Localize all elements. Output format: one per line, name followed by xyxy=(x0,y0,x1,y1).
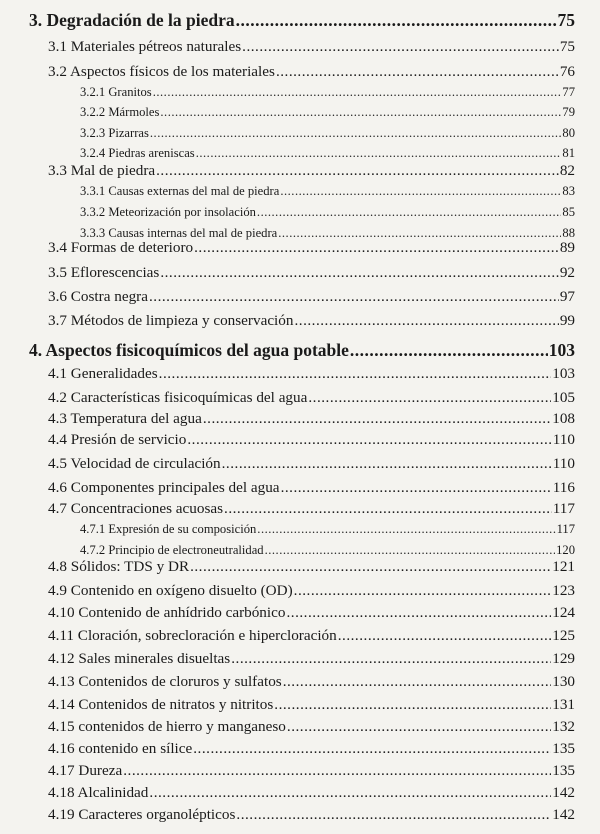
toc-page-number: 129 xyxy=(552,650,575,667)
toc-page-number: 76 xyxy=(559,63,575,80)
toc-entry xyxy=(48,718,575,736)
toc-entry xyxy=(48,455,575,473)
toc-entry xyxy=(48,389,575,407)
toc-dot-leader xyxy=(294,312,558,330)
toc-page-number: 108 xyxy=(552,410,575,427)
toc-page-number: 116 xyxy=(552,479,575,496)
toc-page-number: 80 xyxy=(562,126,575,140)
toc-entry xyxy=(48,312,575,330)
toc-entry xyxy=(48,239,575,257)
toc-page-number: 132 xyxy=(552,718,575,735)
toc-entry-title: 4.2 Características fisicoquímicas del agua xyxy=(48,389,308,406)
toc-page-number: 142 xyxy=(552,806,575,823)
toc-dot-leader xyxy=(149,784,551,802)
toc-page-number: 120 xyxy=(556,543,575,557)
toc-dot-leader xyxy=(287,718,551,736)
toc-entry-title: 4.13 Contenidos de cloruros y sulfatos xyxy=(48,673,282,690)
toc-dot-leader xyxy=(274,696,551,714)
toc-entry-title: 3.7 Métodos de limpieza y conservación xyxy=(48,312,294,329)
toc-page-number: 82 xyxy=(559,162,575,179)
toc-entry-title: 3. Degradación de la piedra xyxy=(29,10,235,30)
toc-dot-leader xyxy=(308,389,551,407)
toc-page-number: 125 xyxy=(552,627,575,644)
toc-dot-leader xyxy=(236,806,551,824)
toc-page-number: 121 xyxy=(552,558,575,575)
toc-entry xyxy=(80,85,575,100)
toc-dot-leader xyxy=(242,38,559,56)
toc-dot-leader xyxy=(190,558,551,576)
toc-entry xyxy=(48,500,575,518)
toc-dot-leader xyxy=(276,63,559,81)
toc-entry xyxy=(48,162,575,180)
toc-page-number: 105 xyxy=(552,389,575,406)
toc-dot-leader xyxy=(294,582,552,600)
toc-entry xyxy=(48,431,575,449)
toc-page-number: 103 xyxy=(548,340,575,360)
toc-dot-leader xyxy=(187,431,551,449)
toc-entry-title: 4.7 Concentraciones acuosas xyxy=(48,500,224,517)
toc-entry xyxy=(48,288,575,306)
toc-entry-title: 4.7.2 Principio de electroneutralidad xyxy=(80,543,264,557)
toc-entry-title: 3.2.2 Mármoles xyxy=(80,105,160,119)
toc-entry-title: 4.12 Sales minerales disueltas xyxy=(48,650,231,667)
toc-dot-leader xyxy=(265,543,556,558)
toc-page-number: 124 xyxy=(552,604,575,621)
toc-entry-title: 4.14 Contenidos de nitratos y nitritos xyxy=(48,696,274,713)
toc-entry xyxy=(48,762,575,780)
toc-dot-leader xyxy=(286,604,551,622)
toc-dot-leader xyxy=(153,85,562,100)
toc-entry xyxy=(48,365,575,383)
toc-entry xyxy=(48,38,575,56)
toc-page-number: 88 xyxy=(562,226,575,240)
toc-entry xyxy=(80,126,575,141)
toc-entry xyxy=(48,650,575,668)
toc-entry xyxy=(48,627,575,645)
toc-page-number: 142 xyxy=(552,784,575,801)
toc-dot-leader xyxy=(203,410,551,428)
toc-dot-leader xyxy=(257,522,555,537)
toc-page-number: 81 xyxy=(562,146,575,160)
toc-chapter-entry xyxy=(29,340,575,361)
toc-chapter-entry xyxy=(29,10,575,31)
toc-entry-title: 3.4 Formas de deterioro xyxy=(48,239,194,256)
toc-entry xyxy=(48,582,575,600)
toc-entry-title: 4.16 contenido en sílice xyxy=(48,740,193,757)
toc-dot-leader xyxy=(123,762,551,780)
toc-dot-leader xyxy=(236,10,557,31)
toc-entry-title: 3.2.3 Pizarras xyxy=(80,126,149,140)
toc-page-number: 130 xyxy=(552,673,575,690)
toc-entry-title: 4.7.1 Expresión de su composición xyxy=(80,522,257,536)
toc-entry xyxy=(80,205,575,220)
toc-dot-leader xyxy=(231,650,551,668)
toc-dot-leader xyxy=(281,479,552,497)
toc-page-number: 110 xyxy=(552,455,575,472)
toc-entry-title: 4.9 Contenido en oxígeno disuelto (OD) xyxy=(48,582,293,599)
toc-dot-leader xyxy=(257,205,561,220)
toc-entry xyxy=(80,184,575,199)
toc-page-number: 123 xyxy=(552,582,575,599)
toc-entry-title: 4.10 Contenido de anhídrido carbónico xyxy=(48,604,286,621)
toc-page-number: 92 xyxy=(559,264,575,281)
toc-entry-title: 4.4 Presión de servicio xyxy=(48,431,187,448)
toc-dot-leader xyxy=(194,239,559,257)
toc-entry xyxy=(48,740,575,758)
toc-dot-leader xyxy=(159,365,552,383)
toc-entry xyxy=(48,673,575,691)
toc-entry xyxy=(48,806,575,824)
toc-entry xyxy=(48,410,575,428)
toc-page-number: 85 xyxy=(562,205,575,219)
toc-dot-leader xyxy=(283,673,552,691)
toc-entry-title: 4.6 Componentes principales del agua xyxy=(48,479,280,496)
toc-entry xyxy=(80,105,575,120)
toc-entry-title: 4.17 Dureza xyxy=(48,762,123,779)
toc-page-number: 117 xyxy=(552,500,575,517)
toc-entry xyxy=(80,146,575,161)
toc-page-number: 89 xyxy=(559,239,575,256)
toc-entry-title: 4.5 Velocidad de circulación xyxy=(48,455,221,472)
toc-entry xyxy=(48,696,575,714)
toc-page-number: 99 xyxy=(559,312,575,329)
toc-dot-leader xyxy=(150,126,562,141)
toc-entry xyxy=(80,522,575,537)
toc-entry-title: 3.5 Eflorescencias xyxy=(48,264,160,281)
toc-entry-title: 3.6 Costra negra xyxy=(48,288,148,305)
toc-entry-title: 4.1 Generalidades xyxy=(48,365,158,382)
toc-page-number: 117 xyxy=(556,522,575,536)
toc-entry xyxy=(48,63,575,81)
toc-entry-title: 3.3.2 Meteorización por insolación xyxy=(80,205,256,219)
toc-entry xyxy=(48,264,575,282)
toc-dot-leader xyxy=(149,288,559,306)
toc-entry-title: 3.3 Mal de piedra xyxy=(48,162,156,179)
toc-page-number: 135 xyxy=(552,762,575,779)
toc-entry xyxy=(48,558,575,576)
toc-page-number: 103 xyxy=(552,365,575,382)
toc-page-number: 83 xyxy=(562,184,575,198)
toc-page-number: 97 xyxy=(559,288,575,305)
toc-dot-leader xyxy=(196,146,562,161)
toc-entry-title: 4. Aspectos fisicoquímicos del agua potable xyxy=(29,340,349,360)
toc-dot-leader xyxy=(280,184,561,199)
toc-entry-title: 3.2.4 Piedras areniscas xyxy=(80,146,195,160)
toc-dot-leader xyxy=(224,500,552,518)
toc-entry-title: 3.3.3 Causas internas del mal de piedra xyxy=(80,226,278,240)
toc-page-number: 110 xyxy=(552,431,575,448)
toc-page-number: 131 xyxy=(552,696,575,713)
toc-entry xyxy=(48,784,575,802)
toc-dot-leader xyxy=(160,105,561,120)
toc-entry-title: 3.1 Materiales pétreos naturales xyxy=(48,38,242,55)
toc-entry-title: 4.15 contenidos de hierro y manganeso xyxy=(48,718,286,735)
toc-entry xyxy=(48,604,575,622)
toc-dot-leader xyxy=(222,455,552,473)
toc-page-number: 75 xyxy=(559,38,575,55)
toc-entry-title: 4.8 Sólidos: TDS y DR xyxy=(48,558,190,575)
toc-entry-title: 4.11 Cloración, sobrecloración e hipercloración xyxy=(48,627,337,644)
toc-dot-leader xyxy=(193,740,551,758)
toc-page-number: 135 xyxy=(552,740,575,757)
toc-entry-title: 4.3 Temperatura del agua xyxy=(48,410,202,427)
toc-page-number: 75 xyxy=(557,10,575,30)
toc-entry-title: 4.19 Caracteres organolépticos xyxy=(48,806,236,823)
toc-entry-title: 3.2 Aspectos físicos de los materiales xyxy=(48,63,275,80)
toc-entry-title: 3.3.1 Causas externas del mal de piedra xyxy=(80,184,280,198)
toc-page-number: 77 xyxy=(562,85,575,99)
toc-entry xyxy=(80,543,575,558)
toc-dot-leader xyxy=(156,162,559,180)
toc-page-number: 79 xyxy=(562,105,575,119)
toc-dot-leader xyxy=(160,264,558,282)
toc-dot-leader xyxy=(350,340,548,361)
toc-entry xyxy=(48,479,575,497)
toc-entry-title: 3.2.1 Granitos xyxy=(80,85,152,99)
toc-dot-leader xyxy=(338,627,551,645)
toc-entry-title: 4.18 Alcalinidad xyxy=(48,784,149,801)
